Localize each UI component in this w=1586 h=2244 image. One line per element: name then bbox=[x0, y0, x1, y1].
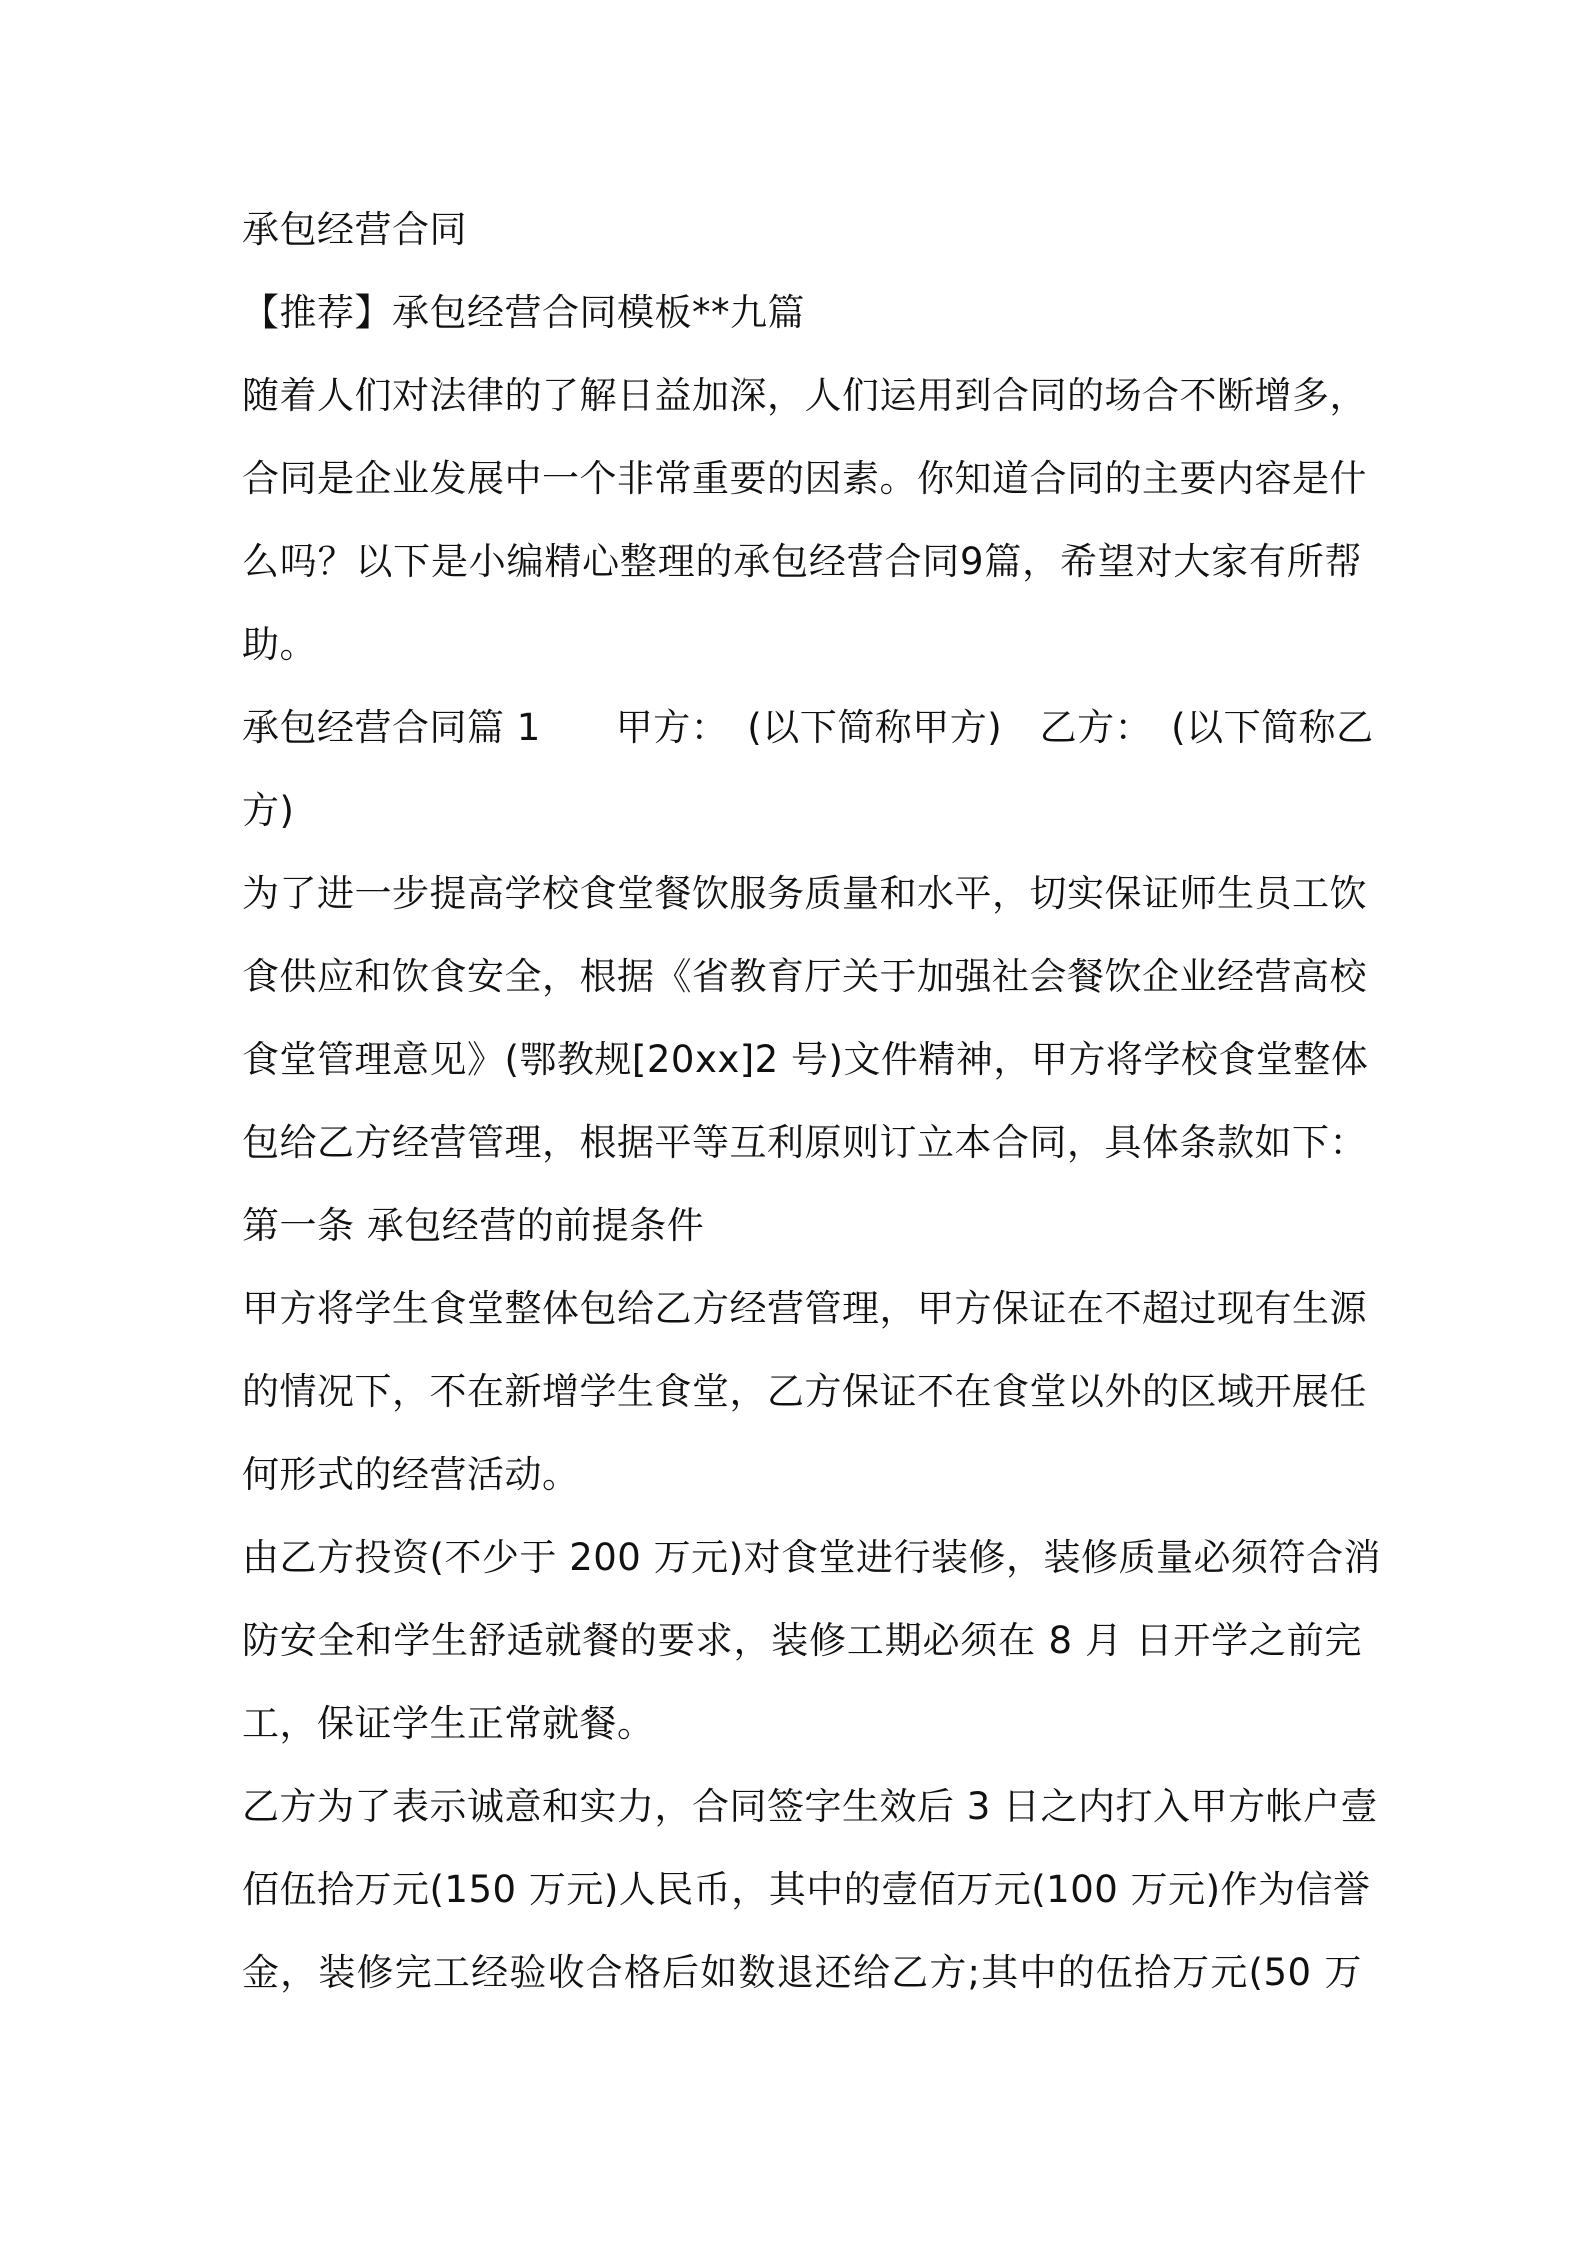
text-line: 包给乙方经营管理，根据平等互利原则订立本合同，具体条款如下： bbox=[242, 1121, 1367, 1164]
text-line: 为了进一步提高学校食堂餐饮服务质量和水平，切实保证师生员工饮 bbox=[242, 872, 1367, 915]
text-line: 方) bbox=[242, 789, 295, 832]
text-line: 佰伍拾万元(150 万元)人民币，其中的壹佰万元(100 万元)作为信誉 bbox=[242, 1868, 1371, 1911]
text-line: 防安全和学生舒适就餐的要求，装修工期必须在 8 月 日开学之前完 bbox=[242, 1619, 1362, 1662]
text-line: 承包经营合同篇 1 甲方： (以下简称甲方) 乙方： (以下简称乙 bbox=[242, 706, 1374, 749]
text-line: 第一条 承包经营的前提条件 bbox=[242, 1204, 705, 1247]
document-subtitle: 【推荐】承包经营合同模板**九篇 bbox=[242, 291, 805, 334]
text-line: 随着人们对法律的了解日益加深，人们运用到合同的场合不断增多， bbox=[242, 374, 1367, 417]
document-title: 承包经营合同 bbox=[242, 208, 467, 251]
text-line: 食供应和饮食安全，根据《省教育厅关于加强社会餐饮企业经营高校 bbox=[242, 955, 1367, 998]
text-line: 乙方为了表示诚意和实力，合同签字生效后 3 日之内打入甲方帐户壹 bbox=[242, 1785, 1379, 1828]
text-line: 何形式的经营活动。 bbox=[242, 1453, 580, 1496]
document-body bbox=[242, 188, 1382, 2014]
text-line: 助。 bbox=[242, 623, 317, 666]
text-line: 金，装修完工经验收合格后如数退还给乙方;其中的伍拾万元(50 万 bbox=[242, 1951, 1362, 1994]
text-line: 合同是企业发展中一个非常重要的因素。你知道合同的主要内容是什 bbox=[242, 457, 1367, 500]
text-line: 么吗？以下是小编精心整理的承包经营合同9篇，希望对大家有所帮 bbox=[242, 540, 1362, 583]
text-line: 的情况下，不在新增学生食堂，乙方保证不在食堂以外的区域开展任 bbox=[242, 1370, 1367, 1413]
text-line: 甲方将学生食堂整体包给乙方经营管理，甲方保证在不超过现有生源 bbox=[242, 1287, 1367, 1330]
text-line: 食堂管理意见》(鄂教规[20xx]2 号)文件精神，甲方将学校食堂整体 bbox=[242, 1038, 1369, 1081]
text-line: 由乙方投资(不少于 200 万元)对食堂进行装修，装修质量必须符合消 bbox=[242, 1536, 1382, 1579]
text-line: 工，保证学生正常就餐。 bbox=[242, 1702, 655, 1745]
